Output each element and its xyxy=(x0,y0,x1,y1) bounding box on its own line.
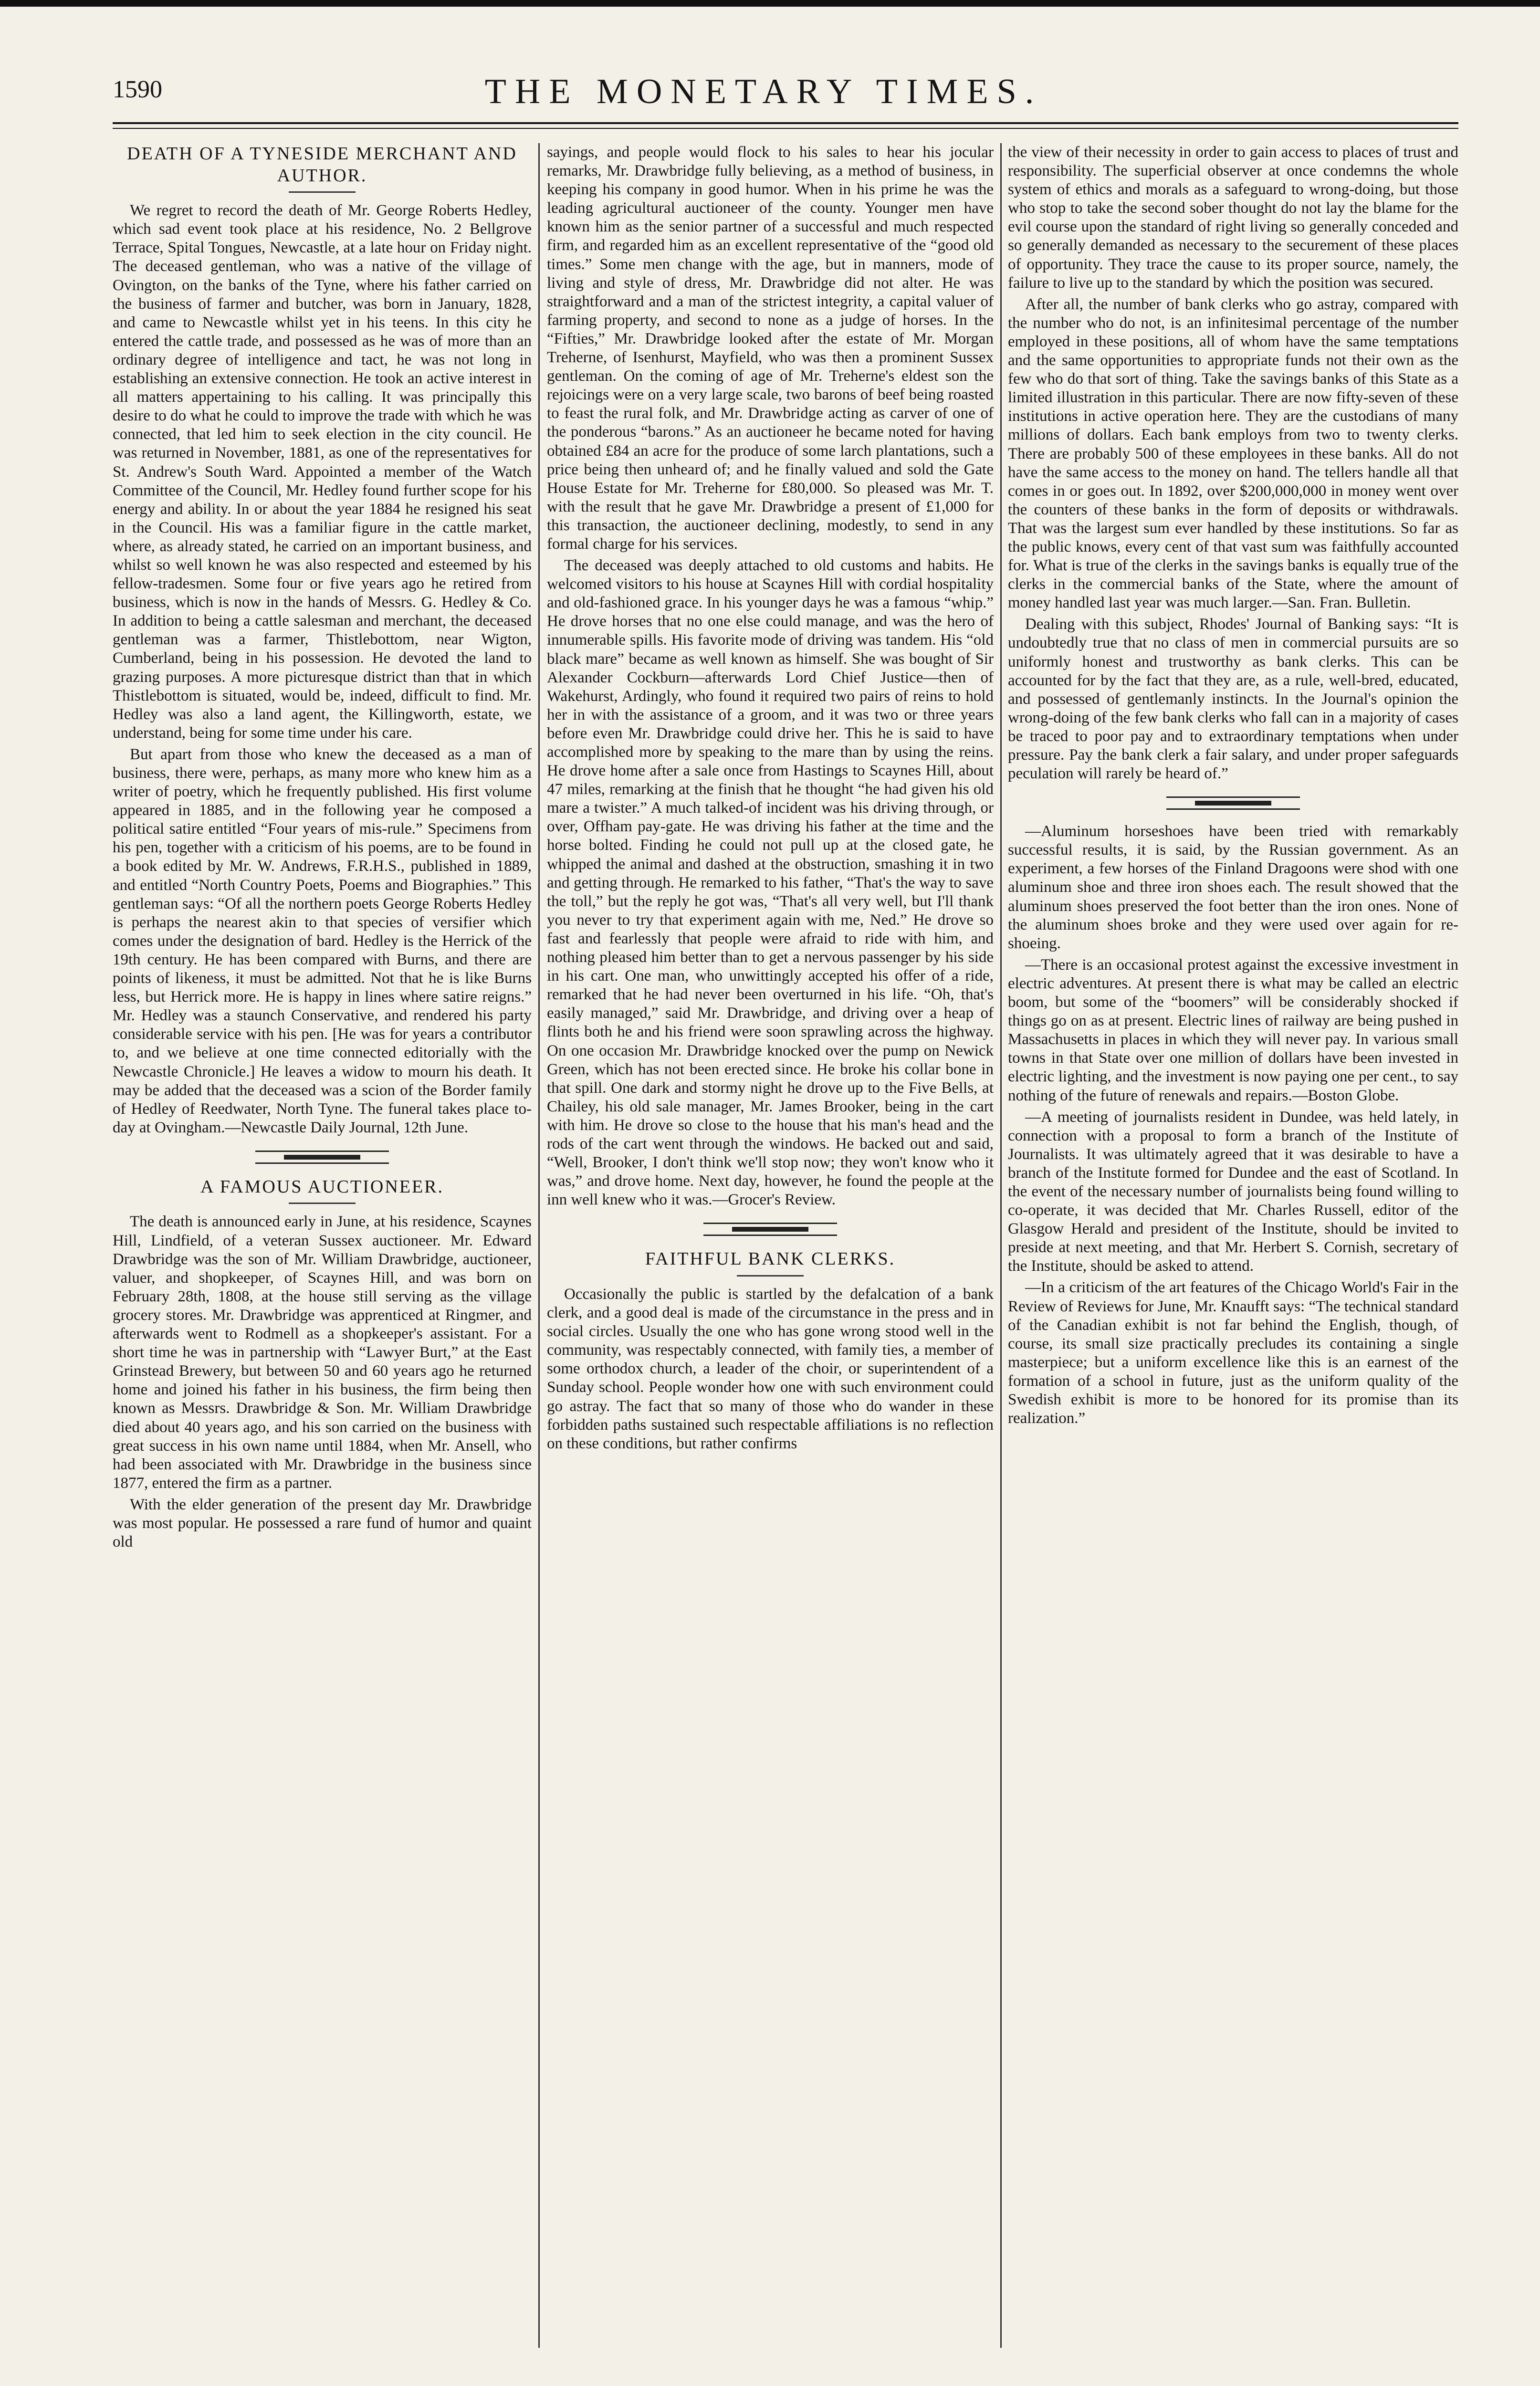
section-divider xyxy=(703,1223,837,1236)
column-2 xyxy=(547,143,994,2348)
header-rule-thin xyxy=(113,128,1458,129)
news-item: —In a criticism of the art features of the Chicago World's Fair in the Review of Reviews for June, Mr. Knaufft says: “The technical standard of the Canadian exhibit is not far behind the English, though, of course, its small size practically precludes its containing a single masterpiece; but a uniform excellence like this is an earnest of the formation of a school in future, just as the uniform quality of the Swedish exhibit is more to be honored for its promise than its realization.” xyxy=(1008,1279,1458,1427)
article-paragraph: The death is announced early in June, at his residence, Scaynes Hill, Lindfield, of a veteran Sussex auctioneer. Mr. Edward Drawbridge was the son of Mr. William Drawbridge, auctioneer, valuer, and shopkeeper, of Scaynes Hill, and was born on February 28th, 1808, at the house still serving as the village grocery stores. Mr. Drawbridge was apprenticed at Ringmer, and afterwards went to Rodmell as a shopkeeper's assistant. For a short time he was in partnership with “Lawyer Burt,” at the East Grinstead Brewery, but between 50 and 60 years ago he returned home and joined his father in his business, the firm being then known as Messrs. Drawbridge & Son. Mr. William Drawbridge died about 40 years ago, and his son carried on the business with great success in his own name until 1884, when Mr. Ansell, who had been associated with Mr. Drawbridge in the business since 1877, entered the firm as a partner. xyxy=(113,1213,532,1492)
article-paragraph: the view of their necessity in order to gain access to places of trust and responsibility. The superficial observer at once condemns the whole system of ethics and morals as a safeguard to wrong-doing, but those who stop to take the second sober thought do not lay the blame for the evil course upon the standard of right living so generally conceded and so generally demanded as necessary to the securement of these places of opportunity. They trace the cause to its proper source, namely, the failure to live up to the standard by which the position was secured. xyxy=(1008,144,1458,292)
article-paragraph: But apart from those who knew the deceased as a man of business, there were, perhaps, as many more who knew him as a writer of poetry, which he frequently published. His first volume appeared in 1885, and in the following year he composed a political satire entitled “Four years of mis-rule.” Specimens from his pen, together with a criticism of his poems, are to be found in a book edited by Mr. W. Andrews, F.R.H.S., published in 1889, and entitled “North Country Poets, Poems and Biographies.” This gentleman says: “Of all the northern poets George Roberts Hedley is perhaps the nearest akin to that species of versifier which comes under the designation of bard. Hedley is the Herrick of the 19th century. He has been compared with Burns, and there are points of likeness, it must be admitted. Not that he is like Burns less, but Herrick more. He is happy in lines where satire reigns.” Mr. Hedley was a staunch Conservative, and rendered his party considerable service with his pen. [He was for years a contributor to, and we believe at one time connected editorially with the Newcastle Chronicle.] He leaves a widow to mourn his death. It may be added that the deceased was a scion of the Border family of Hedley of Reedwater, North Tyne. The funeral takes place to-day at Ovingham.—Newcastle Daily Journal, 12th June. xyxy=(113,745,532,1136)
column-1 xyxy=(113,143,532,2348)
header-rule xyxy=(113,122,1458,124)
article-heading-bank-clerks: FAITHFUL BANK CLERKS. xyxy=(645,1249,896,1269)
news-item: —A meeting of journalists resident in Dundee, was held lately, in connection with a proposal to form a branch of the Institute of Journalists. It was ultimately agreed that it was desirable to have a branch of the Institute formed for Dundee and the east of Scotland. In the event of the necessary number of journalists being found willing to co-operate, it was decided that Mr. Charles Russell, editor of the Glasgow Herald and president of the Institute, should be invited to preside at next meeting, and that Mr. Herbert S. Cornish, secretary of the Institute, should be asked to attend. xyxy=(1008,1108,1458,1275)
heading-rule xyxy=(289,191,356,193)
article-paragraph: With the elder generation of the present day Mr. Drawbridge was most popular. He possessed a rare fund of humor and quaint old xyxy=(113,1496,532,1551)
masthead-title: THE MONETARY TIMES. xyxy=(484,72,1043,111)
article-paragraph: Occasionally the public is startled by the defalcation of a bank clerk, and a good deal is made of the circumstance in the press and in social circles. Usually the one who has gone wrong stood well in the community, was respectably connected, with family ties, a member of some orthodox church, a leader of the choir, or superintendent of a Sunday school. People wonder how one with such environment could go astray. The fact that so many of those who do wander in these forbidden paths sustained such respectable affiliations is no reflection on these conditions, but rather confirms xyxy=(547,1285,994,1452)
top-border-rule xyxy=(0,0,1540,7)
article-paragraph: Dealing with this subject, Rhodes' Journal of Banking says: “It is undoubtedly true that no class of men in commercial pursuits are so uniformly honest and trustworthy as bank clerks. This can be accounted for by the fact that they are, as a rule, well-bred, educated, and possessed of gentlemanly instincts. In the Journal's opinion the wrong-doing of the few bank clerks who fall can in a majority of cases be traced to poor pay and to extraordinary temptations when under pressure. Pay the bank clerk a fair salary, and under proper safeguards peculation will rarely be heard of.” xyxy=(1008,616,1458,783)
article-paragraph: The deceased was deeply attached to old customs and habits. He welcomed visitors to his house at Scaynes Hill with cordial hospitality and old-fashioned grace. In his younger days he was a famous “whip.” He drove horses that no one else could manage, and was the hero of innumerable spills. His favorite mode of driving was tandem. His “old black mare” became as well known as himself. She was bought of Sir Alexander Cockburn—afterwards Lord Chief Justice—then of Wakehurst, Ardingly, who found it required two pairs of reins to hold her in with the assistance of a groom, and it was two or three years before even Mr. Drawbridge could drive her. This he is said to have accomplished more by speaking to the mare than by using the reins. He drove home after a sale once from Hastings to Scaynes Hill, about 47 miles, remarking at the finish that he thought “he had given his old mare a twister.” A much talked-of incident was his driving through, or over, Offham pay-gate. He was driving his father at the time and the horse bolted. Finding he could not pull up at the closed gate, he whipped the animal and dashed at the obstruction, smashing it in two and getting through. He remarked to his father, “That's the way to save the toll,” but the reply he got was, “That's all very well, but I'll thank you never to try that experiment again with me, Ned.” He drove so fast and fearlessly that people were afraid to ride with him, and nothing pleased him better than to get a nervous passenger by his side in his cart. One man, who unwittingly accepted his offer of a ride, remarked that he had never been overturned in his life. “Oh, that's easily managed,” said Mr. Drawbridge, and driving over a heap of flints both he and his friend were soon sprawling across the highway. On one occasion Mr. Drawbridge knocked over the pump on Newick Green, which has not been erected since. He broke his collar bone in that spill. One dark and stormy night he drove up to the Five Bells, at Chailey, his old sale manager, Mr. James Brooker, being in the cart with him. He drove so close to the house that his man's head and the rods of the cart went through the windows. He backed out and said, “Well, Brooker, I don't think we'll stop now; they won't know who it was,” and drove home. Next day, however, he found the people at the inn well knew who it was.—Grocer's Review. xyxy=(547,557,994,1209)
article-paragraph: sayings, and people would flock to his sales to hear his jocular remarks, Mr. Drawbridge fully believing, as a method of business, in keeping his company in good humor. When in his prime he was the leading agricultural auctioneer of the county. Younger men have known him as the senior partner of a successful and much respected firm, and regarded him as an excellent representative of the “good old times.” Some men change with the age, but in manners, mode of living and style of dress, Mr. Drawbridge did not alter. He was straightforward and a man of the strictest integrity, a capital valuer of farming property, and second to none as a judge of horses. In the “Fifties,” Mr. Drawbridge looked after the estate of Mr. Morgan Treherne, of Isenhurst, Mayfield, who was then a prominent Sussex gentleman. On the coming of age of Mr. Treherne's eldest son the rejoicings were on a very large scale, two barons of beef being roasted to feast the rural folk, and Mr. Drawbridge acting as carver of one of the ponderous “barons.” As an auctioneer he became noted for having obtained £84 an acre for the produce of some larch plantations, such a price being then unheard of; and he finally valued and sold the Gate House Estate for Mr. Treherne for £80,000. So pleased was Mr. T. with the result that he gave Mr. Drawbridge a present of £1,000 for this transaction, the auctioneer declining, modestly, to send in any formal charge for his services. xyxy=(547,144,994,553)
column-divider xyxy=(1000,143,1002,2348)
page-number: 1590 xyxy=(113,76,162,103)
news-item: —There is an occasional protest against the excessive investment in electric adventures. At present there is what may be called an electric boom, but some of the “boomers” will be considerably shocked if things go on as at present. Electric lines of railway are being pushed in Massachusetts in places in which they will never pay. In various small towns in that State over one million of dollars have been invested in electric lighting, and the investment is now paying one per cent., to say nothing of the future of renewals and repairs.—Boston Globe. xyxy=(1008,956,1458,1104)
article-paragraph: After all, the number of bank clerks who go astray, compared with the number who do not, is an infinitesimal percentage of the number employed in these positions, all of whom have the same temptations and the same opportunities to appropriate funds not their own as the few who do that sort of thing. Take the savings banks of this State as a limited illustration in this particular. There are now fifty-seven of these institutions in active operation here. They are the custodians of many millions of dollars. Each bank employs from two to twenty clerks. There are probably 500 of these employees in these banks. All do not have the same access to the money on hand. The tellers handle all that comes in or goes out. In 1892, over $200,000,000 in money went over the counters of these banks in the form of deposits or withdrawals. That was the largest sum ever handled by these institutions. So far as the public knows, every cent of that vast sum was faithfully accounted for. What is true of the clerks in the savings banks is equally true of the clerks in the commercial banks of the State, where the amount of money handled last year was much larger.—San. Fran. Bulletin. xyxy=(1008,295,1458,612)
column-divider xyxy=(538,143,540,2348)
article-heading-auctioneer: A FAMOUS AUCTIONEER. xyxy=(200,1176,444,1197)
section-divider xyxy=(1166,796,1300,810)
heading-rule xyxy=(289,1203,356,1204)
heading-rule xyxy=(737,1275,804,1277)
article-heading-tyneside: DEATH OF A TYNESIDE MERCHANT AND AUTHOR. xyxy=(127,144,517,186)
news-item: —Aluminum horseshoes have been tried with remarkably successful results, it is said, by the Russian government. As an experiment, a few horses of the Finland Dragoons were shod with one aluminum shoe and three iron shoes each. The result showed that the aluminum shoes preserved the foot better than the iron ones. None of the aluminum shoes broke and they were used over again for re-shoeing. xyxy=(1008,823,1458,952)
section-divider xyxy=(255,1151,389,1164)
column-3 xyxy=(1008,143,1458,2348)
article-paragraph: We regret to record the death of Mr. George Roberts Hedley, which sad event took place at his residence, No. 2 Bellgrove Terrace, Spital Tongues, Newcastle, at a late hour on Friday night. The deceased gentleman, who was a native of the village of Ovington, on the banks of the Tyne, where his father carried on the business of farmer and butcher, was born in January, 1828, and came to Newcastle whilst yet in his teens. In this city he entered the cattle trade, and possessed as he was of more than an ordinary degree of intelligence and tact, he was not long in establishing an extensive connection. He took an active interest in all matters appertaining to his calling. It was principally this desire to do what he could to improve the trade with which he was connected, that led him to seek election in the city council. He was returned in November, 1881, as one of the representatives for St. Andrew's South Ward. Appointed a member of the Watch Committee of the Council, Mr. Hedley found further scope for his energy and ability. In or about the year 1884 he resigned his seat in the Council. His was a familiar figure in the cattle market, where, as already stated, he carried on an important business, and whilst so well known he was also respected and esteemed by his fellow-tradesmen. Some four or five years ago he retired from business, which is now in the hands of Messrs. G. Hedley & Co. In addition to being a cattle salesman and merchant, the deceased gentleman was a farmer, Thistlebottom, near Wigton, Cumberland, being in his possession. He devoted the land to grazing purposes. A more picturesque district than that in which Thistlebottom is situated, would be, indeed, difficult to find. Mr. Hedley was also a land agent, the Killingworth, estate, we understand, being for some time under his care. xyxy=(113,202,532,742)
